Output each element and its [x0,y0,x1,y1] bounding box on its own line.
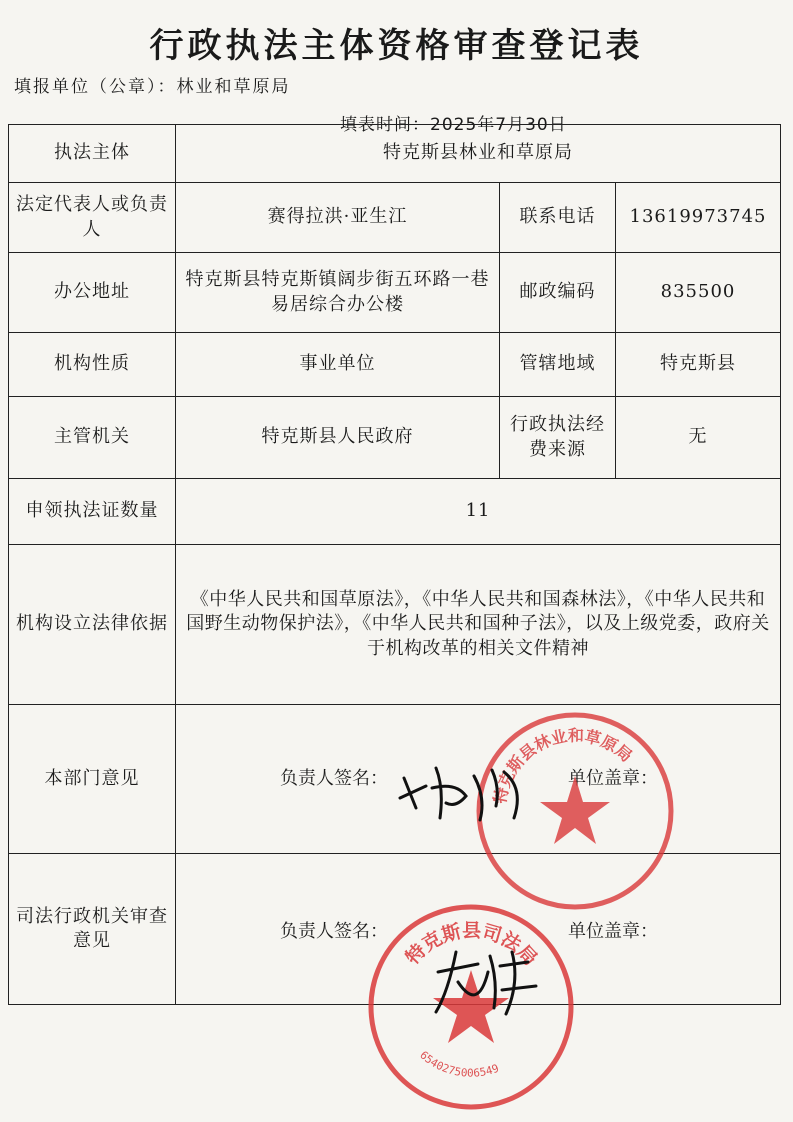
row-nature [9,333,781,397]
subject-label: 执法主体 [9,125,176,183]
law-value: 《中华人民共和国草原法》，《中华人民共和国森林法》，《中华人民共和国野生动物保护法》，《中华人民共和国种子法》，以及上级党委，政府关于机构改革的相关文件精神 [176,545,781,705]
judicial-signature [428,942,548,1022]
row-certificates [9,479,781,545]
judicial-label: 司法行政机关审查意见 [9,854,176,1005]
judicial-signer-label: 负责人签名： [280,921,388,942]
funding-value: 无 [616,397,781,479]
dept-signer-label: 负责人签名： [280,768,388,789]
fill-date: 填表时间：2025年7月30日 [340,115,567,135]
form-title: 行政执法主体资格审查登记表 [149,26,644,66]
postcode-value: 835500 [616,253,781,333]
cert-label: 申领执法证数量 [9,479,176,545]
region-value: 特克斯县 [616,333,781,397]
address-label: 办公地址 [9,253,176,333]
dept-label: 本部门意见 [9,705,176,854]
filling-unit [14,72,291,97]
justice-seal-text: 特克斯县司法局 [401,919,542,970]
svg-text:6540275006549 [417,1049,500,1080]
region-label: 管辖地域 [500,333,616,397]
rep-label: 法定代表人或负责人 [9,183,176,253]
phone-label: 联系电话 [500,183,616,253]
filling-unit-label: 填报单位（公章）： [14,77,177,97]
forestry-seal-text: 特克斯县林业和草原局 [490,725,636,806]
phone-value: 13619973745 [616,183,781,253]
row-address [9,253,781,333]
row-authority [9,397,781,479]
authority-value: 特克斯县人民政府 [176,397,500,479]
postcode-label: 邮政编码 [500,253,616,333]
justice-seal-number: 6540275006549 [417,1048,501,1080]
row-law-basis [9,545,781,705]
judicial-seal-label: 单位盖章： [568,921,658,942]
nature-label: 机构性质 [9,333,176,397]
row-subject [9,125,781,183]
nature-value: 事业单位 [176,333,500,397]
authority-label: 主管机关 [9,397,176,479]
cert-value: 11 [176,479,781,545]
subject-value: 特克斯县林业和草原局 [176,125,781,183]
address-value: 特克斯县特克斯镇阔步街五环路一巷易居综合办公楼 [176,253,500,333]
rep-value: 赛得拉洪·亚生江 [176,183,500,253]
filling-unit-value: 林业和草原局 [176,77,291,97]
row-representative [9,183,781,253]
funding-label: 行政执法经费来源 [500,397,616,479]
dept-signature [396,758,536,828]
dept-seal-label: 单位盖章： [568,768,658,789]
star-icon [540,776,610,844]
law-label: 机构设立法律依据 [9,545,176,705]
